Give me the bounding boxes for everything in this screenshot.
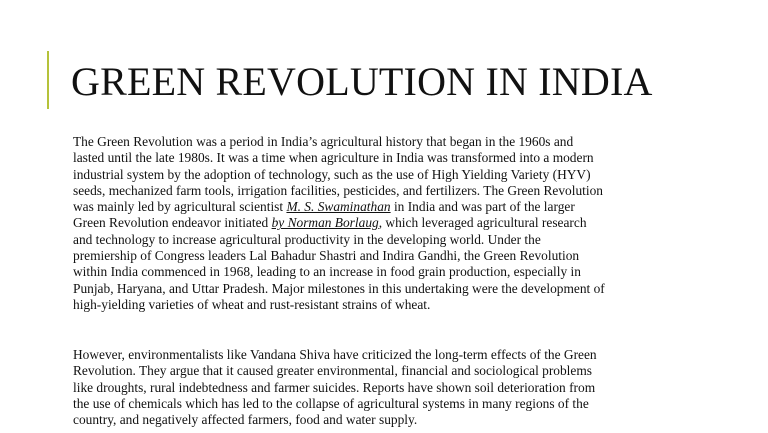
paragraph-line: high-yielding varieties of wheat and rust-resistant strains of wheat. <box>73 296 431 312</box>
paragraph-line: country, and negatively affected farmers, food and water supply. <box>73 412 418 428</box>
paragraph-line: within India commenced in 1968, leading to an increase in food grain production, especially in <box>73 264 581 280</box>
title-accent-bar <box>47 51 49 109</box>
paragraph-line: like droughts, rural indebtedness and farmer suicides. Reports have shown soil deterioration from <box>73 379 596 395</box>
paragraph-line: premiership of Congress leaders Lal Bahadur Shastri and Indira Gandhi, the Green Revolution <box>73 248 580 264</box>
paragraph-line <box>73 215 693 231</box>
body-paragraph-1 <box>73 134 693 313</box>
swaminathan-link[interactable]: M. S. Swaminathan <box>286 199 391 215</box>
body-paragraph-2 <box>73 347 693 428</box>
slide-title: GREEN REVOLUTION IN INDIA <box>71 59 653 104</box>
borlaug-link[interactable]: by Norman Borlaug <box>271 215 379 231</box>
paragraph-line: seeds, mechanized farm tools, irrigation facilities, pesticides, and fertilizers. The Green Revolution <box>73 182 603 198</box>
paragraph-text: , which leveraged agricultural research <box>378 215 587 231</box>
paragraph-text: in India and was part of the larger <box>390 199 575 215</box>
paragraph-line: industrial system by the adoption of technology, such as the use of High Yielding Variety (HYV) <box>73 166 591 182</box>
paragraph-line: The Green Revolution was a period in India’s agricultural history that began in the 1960s and <box>73 134 574 149</box>
paragraph-line: lasted until the late 1980s. It was a time when agriculture in India was transformed into a modern <box>73 150 594 166</box>
paragraph-text: was mainly led by agricultural scientist <box>73 199 287 215</box>
paragraph-line: Punjab, Haryana, and Uttar Pradesh. Major milestones in this undertaking were the development of <box>73 280 605 296</box>
paragraph-line: and technology to increase agricultural productivity in the developing world. Under the <box>73 231 541 247</box>
paragraph-line: Revolution. They argue that it caused greater environmental, financial and sociological problems <box>73 363 592 379</box>
paragraph-text: Green Revolution endeavor initiated <box>73 215 272 231</box>
paragraph-line: the use of chemicals which has led to the collapse of agricultural systems in many regions of the <box>73 395 589 411</box>
paragraph-line: However, environmentalists like Vandana Shiva have criticized the long-term effects of the Green <box>73 347 597 362</box>
paragraph-line <box>73 199 693 215</box>
